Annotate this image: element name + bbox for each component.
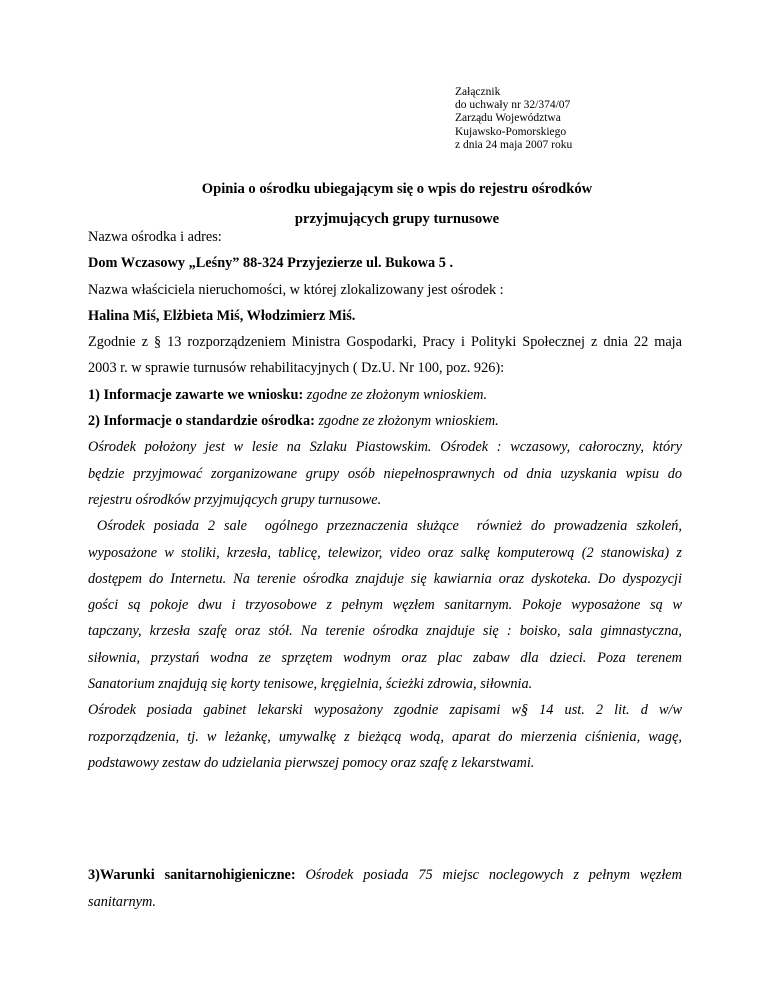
- paragraph-line: dostępem do Internetu. Na terenie ośrodka znajduje się kawiarnia oraz dyskoteka. Do dyspozycji: [88, 570, 682, 587]
- item-3-line: [88, 862, 682, 888]
- annex-line: Zarządu Województwa: [455, 112, 561, 125]
- paragraph-location: [88, 434, 682, 513]
- item-2-value: zgodne ze złożonym wnioskiem.: [314, 413, 499, 430]
- paragraph-line: Sanatorium znajdują się korty tenisowe, kręgielnia, ścieżki zdrowia, siłownia.: [88, 676, 533, 693]
- paragraph-line: rozporządzenia, tj. w leżankę, umywalkę z bieżącą wodą, aparat do mierzenia ciśnienia, wagę,: [88, 728, 682, 745]
- paragraph-facilities: [88, 513, 682, 697]
- title-line-1: Opinia o ośrodku ubiegającym się o wpis do rejestru ośrodków: [201, 181, 593, 197]
- paragraph-line: Ośrodek posiada gabinet lekarski wyposażony zgodnie zapisami w§ 14 ust. 2 lit. d w/w: [88, 702, 682, 719]
- paragraph-line: siłownia, przystań wodna ze sprzętem wodnym oraz plac zabaw dla dzieci. Poza terenem: [88, 649, 682, 666]
- paragraph-line: Ośrodek posiada 2 sale ogólnego przeznaczenia służące również do prowadzenia szkoleń,: [88, 518, 682, 535]
- name-label: Nazwa ośrodka i adres:: [88, 229, 222, 245]
- item-1-value: zgodne ze złożonym wnioskiem.: [303, 386, 488, 403]
- annex-block: [455, 86, 572, 152]
- item-3-value: Ośrodek posiada 75 miejsc noclegowych z pełnym węzłem: [295, 867, 682, 884]
- owner-label: Nazwa właściciela nieruchomości, w której zlokalizowany jest ośrodek :: [88, 281, 504, 298]
- paragraph-line: rejestru ośrodków przyjmujących grupy turnusowe.: [88, 491, 382, 508]
- paragraph-line: Ośrodek położony jest w lesie na Szlaku Piastowskim. Ośrodek : wczasowy, całoroczny, który: [88, 439, 682, 456]
- item-2: [88, 408, 682, 434]
- paragraph-line: będzie przyjmować zorganizowane grupy osób niepełnosprawnych od dnia uzyskania wpisu do: [88, 465, 682, 482]
- annex-line: Kujawsko-Pomorskiego: [455, 125, 567, 138]
- spacer: [88, 776, 682, 862]
- item-3-label: 3)Warunki sanitarnohigieniczne:: [88, 867, 296, 884]
- item-1-label: 1) Informacje zawarte we wniosku:: [88, 386, 304, 403]
- annex-line: do uchwały nr 32/374/07: [455, 99, 571, 112]
- legal-line: 2003 r. w sprawie turnusów rehabilitacyjnych ( Dz.U. Nr 100, poz. 926):: [88, 360, 505, 377]
- paragraph-line: tapczany, krzesła szafę oraz stół. Na terenie ośrodka znajduje się : boisko, sala gimnastyczna,: [88, 623, 682, 640]
- title-line-2: przyjmujących grupy turnusowe: [294, 211, 500, 227]
- annex-line: z dnia 24 maja 2007 roku: [455, 138, 573, 151]
- document-body: [88, 224, 682, 915]
- item-3: [88, 862, 682, 915]
- name-value: Dom Wczasowy „Leśny” 88-324 Przyjezierze ul. Bukowa 5 .: [88, 255, 454, 272]
- paragraph-line: gości są pokoje dwu i trzyosobowe z pełnym węzłem sanitarnym. Pokoje wyposażone są w: [88, 597, 682, 614]
- paragraph-line: wyposażone w stoliki, krzesła, tablicę, telewizor, video oraz salkę komputerową (2 stanowiska) z: [88, 544, 682, 561]
- legal-basis: [88, 329, 682, 382]
- paragraph-line: podstawowy zestaw do udzielania pierwszej pomocy oraz szafę z lekarstwami.: [88, 754, 535, 771]
- annex-line: Załącznik: [455, 86, 501, 98]
- item-3-line: sanitarnym.: [88, 893, 156, 910]
- item-1: [88, 382, 682, 408]
- owner-value: Halina Miś, Elżbieta Miś, Włodzimierz Miś.: [88, 307, 356, 324]
- legal-line: Zgodnie z § 13 rozporządzeniem Ministra Gospodarki, Pracy i Polityki Społecznej z dnia 22 maja: [88, 334, 682, 351]
- paragraph-medical: [88, 697, 682, 776]
- item-2-label: 2) Informacje o standardzie ośrodka:: [88, 413, 315, 430]
